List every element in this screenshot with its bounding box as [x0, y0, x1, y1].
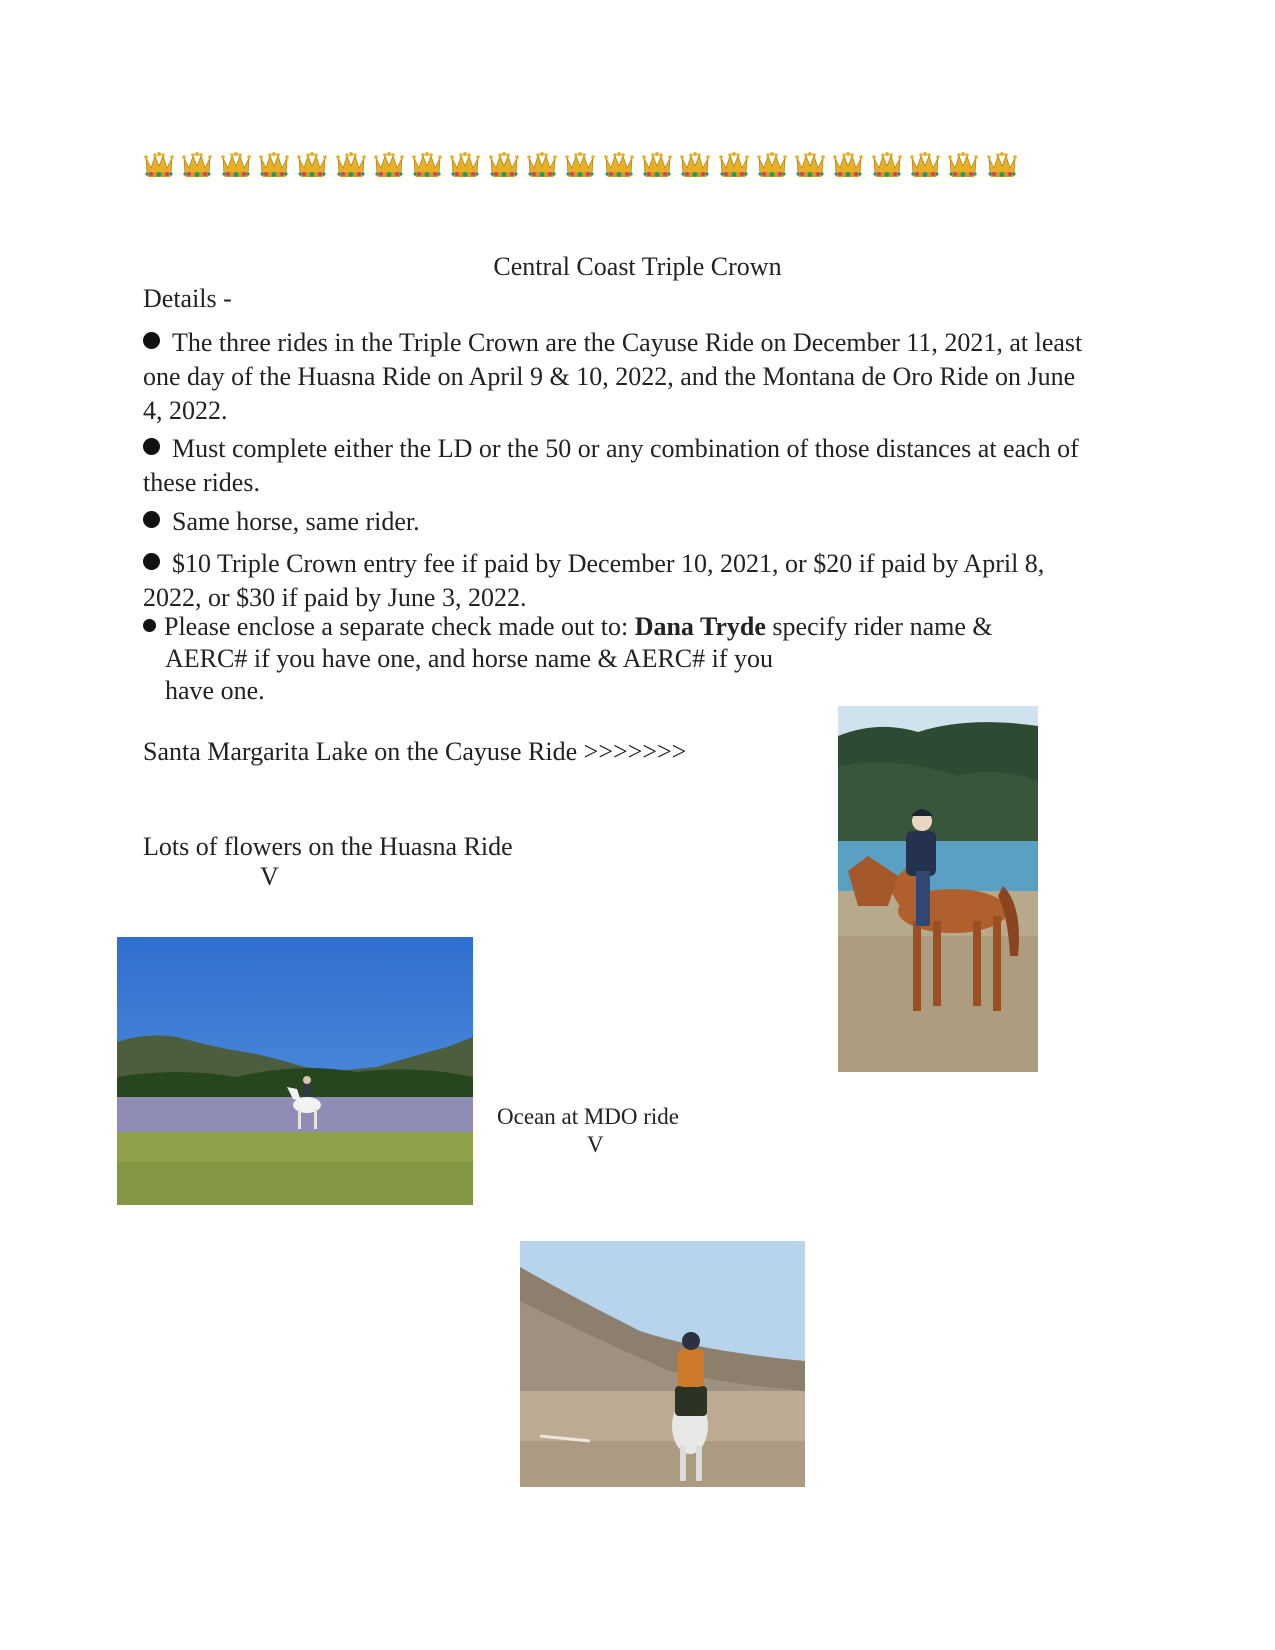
bullet-item-distances [143, 432, 1083, 500]
photo-lake-rider [838, 706, 1038, 1072]
caption-ocean: Ocean at MDO ride [497, 1104, 680, 1129]
crown-icon [871, 150, 903, 180]
crown-icon [947, 150, 979, 180]
crown-icon [832, 150, 864, 180]
crown-icon [794, 150, 826, 180]
crown-icon [335, 150, 367, 180]
bullet-icon [143, 511, 160, 528]
crown-icon [718, 150, 750, 180]
bullet-icon [143, 332, 160, 349]
bullet-text: $10 Triple Crown entry fee if paid by December 10, 2021, or $20 if paid by April 8, 2022, or $30 if paid by June 3, 2022. [143, 549, 1045, 612]
crown-icon [564, 150, 596, 180]
caption-flowers: Lots of flowers on the Huasna Ride [143, 832, 513, 861]
down-arrow-icon: V [260, 862, 279, 891]
bullet-icon [143, 619, 156, 632]
crown-icon [986, 150, 1018, 180]
bullet-text-suffix: specify rider name & [765, 612, 993, 641]
crown-icon [909, 150, 941, 180]
caption-lake: Santa Margarita Lake on the Cayuse Ride >>>>>>> [143, 737, 687, 766]
crown-icon [373, 150, 405, 180]
bullet-text: Must complete either the LD or the 50 or any combination of those distances at each of these rides. [143, 434, 1079, 497]
photo-ocean-beach [520, 1241, 805, 1487]
bullet-text-line2: AERC# if you have one, and horse name & AERC# if you [165, 644, 774, 673]
crown-icon [641, 150, 673, 180]
crown-decoration-row [143, 150, 1043, 190]
payee-name: Dana Tryde [634, 612, 766, 641]
document-title: Central Coast Triple Crown [493, 252, 782, 281]
crown-icon [258, 150, 290, 180]
photo-flowers-field [117, 937, 473, 1205]
bullet-text: The three rides in the Triple Crown are the Cayuse Ride on December 11, 2021, at least one day of the Huasna Ride on April 9 & 10, 2022, and the Montana de Oro Ride on June 4, 2022. [143, 328, 1083, 425]
crown-icon [220, 150, 252, 180]
down-arrow-icon: V [587, 1132, 604, 1157]
bullet-item-check-instructions [143, 611, 1083, 707]
bullet-icon [143, 438, 160, 455]
crown-icon [488, 150, 520, 180]
crown-icon [756, 150, 788, 180]
bullet-item-rides [143, 326, 1083, 428]
bullet-text-prefix: Please enclose a separate check made out to: [164, 612, 635, 641]
crown-icon [296, 150, 328, 180]
bullet-icon [143, 553, 160, 570]
crown-icon [411, 150, 443, 180]
crown-icon [449, 150, 481, 180]
crown-icon [526, 150, 558, 180]
bullet-item-entry-fee [143, 547, 1083, 615]
bullet-item-same-horse [143, 505, 1083, 539]
crown-icon [679, 150, 711, 180]
crown-icon [143, 150, 175, 180]
crown-icon [181, 150, 213, 180]
bullet-text-line3: have one. [165, 676, 265, 705]
details-label: Details - [143, 284, 232, 313]
bullet-text: Same horse, same rider. [172, 507, 420, 536]
crown-icon [603, 150, 635, 180]
